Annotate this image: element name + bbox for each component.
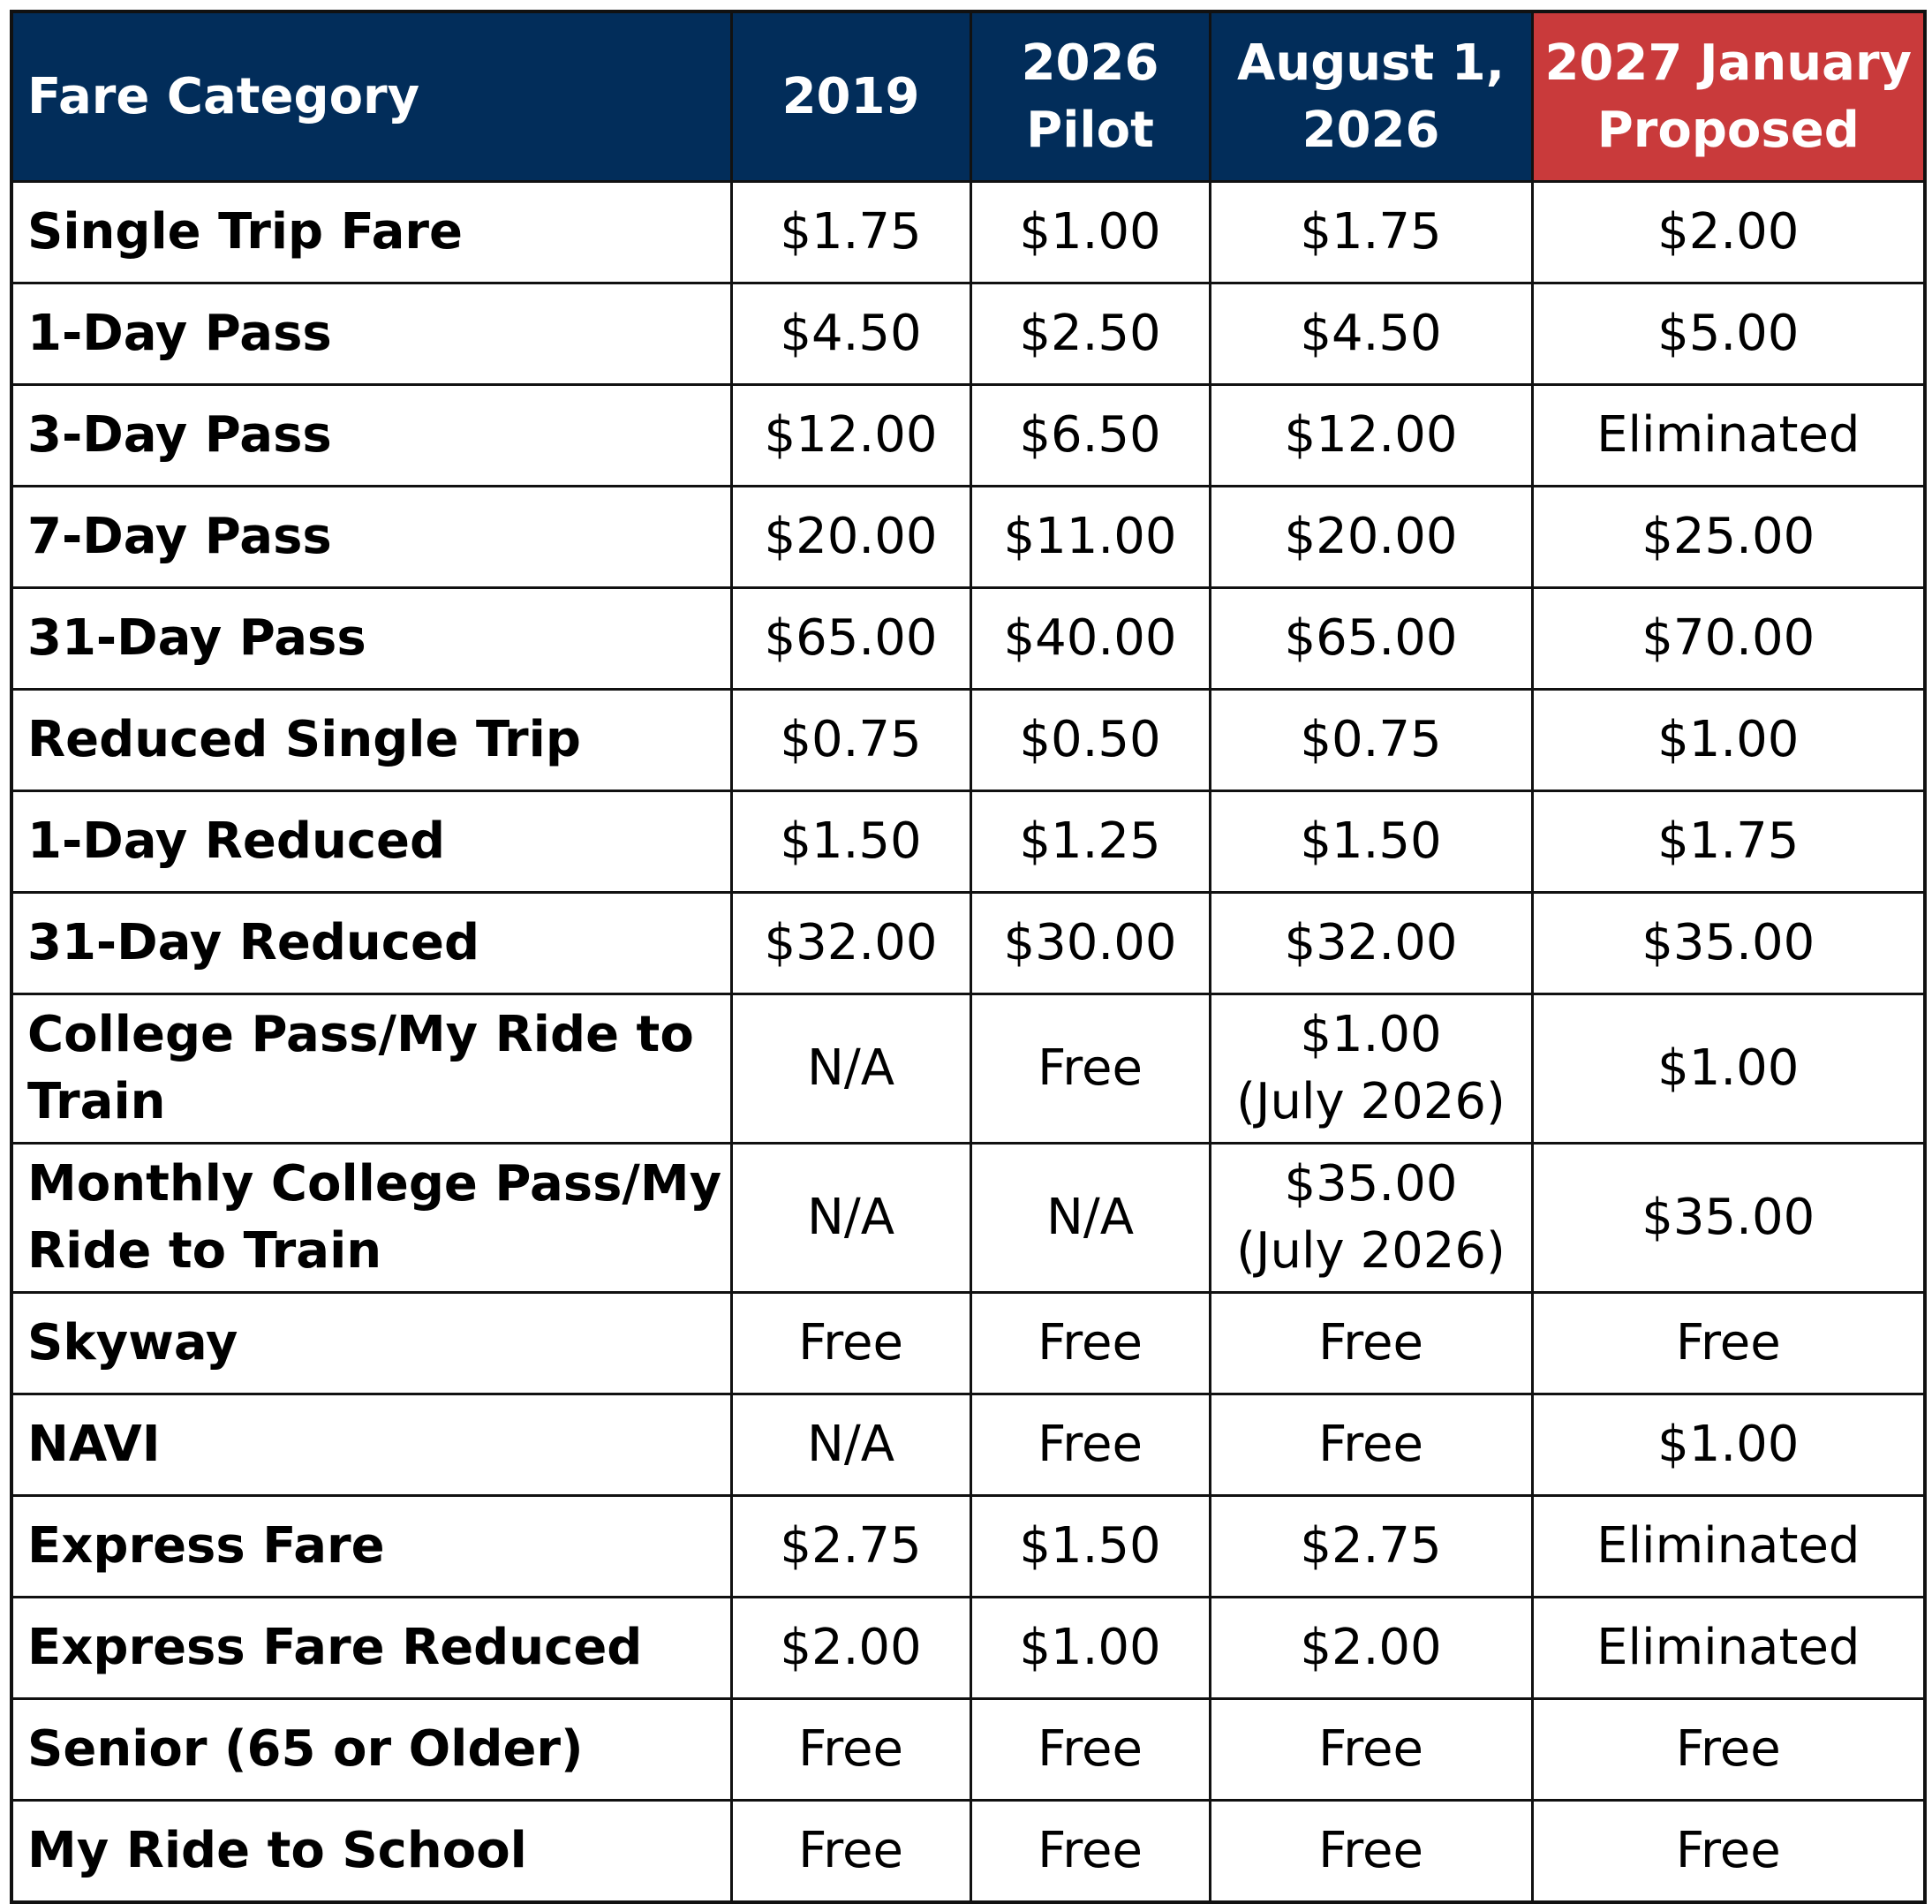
fare-value-cell — [1210, 690, 1532, 791]
fare-value: $35.00 — [1641, 914, 1815, 971]
fare-category-label: Single Trip Fare — [27, 203, 463, 261]
fare-category-cell — [11, 1801, 731, 1903]
fare-value-cell — [1532, 1394, 1925, 1496]
fare-category-label: Reduced Single Trip — [27, 711, 581, 768]
fare-table — [10, 10, 1927, 1904]
fare-value-cell — [1532, 893, 1925, 994]
fare-value-cell — [1532, 1293, 1925, 1394]
fare-value-cell — [970, 1496, 1210, 1598]
fare-category-label: My Ride to School — [27, 1822, 527, 1879]
fare-value: $1.50 — [780, 812, 922, 870]
fare-value: $1.50 — [1019, 1517, 1161, 1575]
column-header-2026-pilot — [970, 11, 1210, 182]
fare-value: Free — [1318, 1822, 1423, 1879]
fare-category-cell — [11, 1496, 731, 1598]
fare-value-cell — [1210, 182, 1532, 283]
fare-value: $12.00 — [1284, 406, 1458, 464]
fare-value-cell — [1210, 487, 1532, 588]
fare-value-cell — [731, 1293, 970, 1394]
fare-value-cell — [731, 487, 970, 588]
fare-value: $1.00 — [1657, 1416, 1800, 1473]
fare-value-cell — [1210, 1801, 1532, 1903]
fare-value-cell — [970, 182, 1210, 283]
fare-category-label: 1-Day Reduced — [27, 812, 446, 870]
fare-value-cell — [970, 1144, 1210, 1293]
fare-value-cell — [1532, 1699, 1925, 1801]
fare-value: $35.00 — [1284, 1155, 1458, 1213]
fare-category-cell — [11, 791, 731, 893]
fare-value: (July 2026) — [1236, 1073, 1506, 1130]
fare-value: $1.75 — [780, 203, 922, 261]
table-row — [11, 1496, 1925, 1598]
fare-value-cell — [731, 588, 970, 690]
column-header-august-2026 — [1210, 11, 1532, 182]
fare-value-cell — [970, 994, 1210, 1144]
header-line: 2019 — [781, 67, 920, 125]
table-row — [11, 385, 1925, 487]
header-line: August 1, — [1237, 34, 1505, 92]
fare-value-cell — [970, 791, 1210, 893]
fare-value: $70.00 — [1641, 609, 1815, 667]
fare-value: Free — [798, 1314, 903, 1371]
fare-value-cell — [1210, 893, 1532, 994]
fare-category-cell — [11, 1394, 731, 1496]
fare-value-cell — [970, 1293, 1210, 1394]
fare-category-label: Train — [27, 1073, 166, 1130]
fare-value-cell — [1210, 1699, 1532, 1801]
fare-value-cell — [1532, 791, 1925, 893]
fare-value-cell — [1210, 588, 1532, 690]
fare-value-cell — [1532, 182, 1925, 283]
fare-category-label: Senior (65 or Older) — [27, 1720, 584, 1778]
fare-value-cell — [1210, 283, 1532, 385]
fare-value-cell — [731, 1496, 970, 1598]
fare-value: $20.00 — [764, 508, 938, 565]
fare-value-cell — [731, 1144, 970, 1293]
fare-value: $1.50 — [1300, 812, 1442, 870]
fare-value-cell — [970, 487, 1210, 588]
fare-value: $1.25 — [1019, 812, 1161, 870]
table-row — [11, 1144, 1925, 1293]
fare-value: Free — [1038, 1416, 1143, 1473]
fare-category-cell — [11, 385, 731, 487]
fare-value: $2.75 — [1300, 1517, 1442, 1575]
fare-category-cell — [11, 893, 731, 994]
fare-category-label: Express Fare — [27, 1517, 385, 1575]
fare-value: $65.00 — [764, 609, 938, 667]
fare-category-cell — [11, 283, 731, 385]
fare-value-cell — [970, 690, 1210, 791]
fare-value: (July 2026) — [1236, 1222, 1506, 1280]
fare-value: $2.00 — [1300, 1619, 1442, 1676]
fare-value: Free — [1038, 1720, 1143, 1778]
fare-value-cell — [1210, 1293, 1532, 1394]
fare-category-cell — [11, 487, 731, 588]
fare-value: Free — [798, 1822, 903, 1879]
fare-value: Free — [1318, 1720, 1423, 1778]
fare-value: $1.00 — [1657, 711, 1800, 768]
fare-category-label: 31-Day Reduced — [27, 914, 480, 971]
fare-value: Free — [1675, 1822, 1781, 1879]
fare-value: $32.00 — [1284, 914, 1458, 971]
header-line: 2027 January — [1544, 34, 1913, 92]
fare-category-label: 31-Day Pass — [27, 609, 366, 667]
fare-value-cell — [731, 893, 970, 994]
fare-value: $4.50 — [780, 305, 922, 362]
fare-value: $12.00 — [764, 406, 938, 464]
fare-value-cell — [970, 283, 1210, 385]
header-line: Pilot — [1026, 101, 1154, 159]
table-row — [11, 182, 1925, 283]
fare-value: $5.00 — [1657, 305, 1800, 362]
table-row — [11, 690, 1925, 791]
fare-value-cell — [1532, 690, 1925, 791]
fare-value: Eliminated — [1596, 406, 1860, 464]
fare-value-cell — [1532, 994, 1925, 1144]
fare-value: $6.50 — [1019, 406, 1161, 464]
fare-value: Free — [1318, 1416, 1423, 1473]
fare-value: $2.00 — [1657, 203, 1800, 261]
fare-category-label: Monthly College Pass/My — [27, 1155, 722, 1213]
fare-category-label: Ride to Train — [27, 1222, 382, 1280]
fare-value: $1.00 — [1300, 1006, 1442, 1063]
fare-value: Free — [1038, 1314, 1143, 1371]
fare-value-cell — [731, 690, 970, 791]
fare-category-cell — [11, 690, 731, 791]
fare-category-cell — [11, 588, 731, 690]
fare-value-cell — [1210, 1496, 1532, 1598]
fare-category-cell — [11, 1598, 731, 1699]
fare-category-label: College Pass/My Ride to — [27, 1006, 694, 1063]
table-header — [11, 11, 1925, 182]
fare-category-cell — [11, 182, 731, 283]
fare-value: $1.75 — [1300, 203, 1442, 261]
table-row — [11, 1394, 1925, 1496]
fare-value: $65.00 — [1284, 609, 1458, 667]
fare-value-cell — [970, 1394, 1210, 1496]
fare-value: N/A — [806, 1039, 895, 1097]
fare-value: $35.00 — [1641, 1189, 1815, 1246]
fare-category-cell — [11, 1144, 731, 1293]
fare-value-cell — [731, 385, 970, 487]
fare-value-cell — [1210, 1598, 1532, 1699]
fare-value: Free — [1038, 1822, 1143, 1879]
fare-value-cell — [970, 1699, 1210, 1801]
fare-category-label: Skyway — [27, 1314, 238, 1371]
table-row — [11, 1801, 1925, 1903]
column-header-2027-proposed — [1532, 11, 1925, 182]
fare-category-label: 3-Day Pass — [27, 406, 332, 464]
fare-value: N/A — [1045, 1189, 1135, 1246]
fare-value-cell — [731, 182, 970, 283]
fare-value-cell — [1532, 1496, 1925, 1598]
fare-category-label: Express Fare Reduced — [27, 1619, 643, 1676]
fare-value-cell — [731, 1699, 970, 1801]
fare-value: Free — [1675, 1314, 1781, 1371]
fare-value: Eliminated — [1596, 1517, 1860, 1575]
fare-value: $1.00 — [1019, 1619, 1161, 1676]
fare-value-cell — [1210, 1144, 1532, 1293]
fare-value: $1.75 — [1657, 812, 1800, 870]
header-line: 2026 — [1021, 34, 1159, 92]
table-row — [11, 1598, 1925, 1699]
fare-value-cell — [1532, 487, 1925, 588]
fare-value-cell — [731, 283, 970, 385]
fare-value-cell — [731, 791, 970, 893]
fare-value-cell — [1532, 283, 1925, 385]
fare-value-cell — [1532, 1801, 1925, 1903]
fare-value-cell — [970, 385, 1210, 487]
fare-value: Free — [1038, 1039, 1143, 1097]
fare-value: $0.50 — [1019, 711, 1161, 768]
fare-value-cell — [1210, 385, 1532, 487]
fare-value-cell — [970, 1801, 1210, 1903]
fare-value-cell — [1532, 1144, 1925, 1293]
fare-value: $1.00 — [1657, 1039, 1800, 1097]
fare-value: Free — [798, 1720, 903, 1778]
fare-value: N/A — [806, 1189, 895, 1246]
table-body — [11, 182, 1925, 1903]
fare-value: $32.00 — [764, 914, 938, 971]
column-header-fare-category — [11, 11, 731, 182]
table-row — [11, 283, 1925, 385]
fare-value-cell — [1532, 385, 1925, 487]
header-line: Proposed — [1596, 101, 1860, 159]
fare-category-label: 1-Day Pass — [27, 305, 332, 362]
fare-value: $2.00 — [780, 1619, 922, 1676]
header-line: Fare Category — [27, 67, 420, 125]
fare-value-cell — [1210, 791, 1532, 893]
table-row — [11, 791, 1925, 893]
fare-value: $30.00 — [1003, 914, 1177, 971]
fare-value: $25.00 — [1641, 508, 1815, 565]
table-row — [11, 588, 1925, 690]
header-line: 2026 — [1302, 101, 1440, 159]
fare-value: $0.75 — [1300, 711, 1442, 768]
fare-category-cell — [11, 994, 731, 1144]
fare-value-cell — [970, 893, 1210, 994]
fare-value-cell — [1532, 1598, 1925, 1699]
fare-value: $1.00 — [1019, 203, 1161, 261]
fare-value-cell — [731, 994, 970, 1144]
column-header-2019 — [731, 11, 970, 182]
fare-value: $11.00 — [1003, 508, 1177, 565]
fare-category-cell — [11, 1293, 731, 1394]
fare-value: $40.00 — [1003, 609, 1177, 667]
fare-category-cell — [11, 1699, 731, 1801]
fare-value: Free — [1318, 1314, 1423, 1371]
table-row — [11, 487, 1925, 588]
fare-value: $4.50 — [1300, 305, 1442, 362]
fare-value: N/A — [806, 1416, 895, 1473]
table-row — [11, 1293, 1925, 1394]
fare-value-cell — [970, 1598, 1210, 1699]
fare-category-label: 7-Day Pass — [27, 508, 332, 565]
fare-value-cell — [970, 588, 1210, 690]
table-row — [11, 994, 1925, 1144]
table-row — [11, 893, 1925, 994]
fare-value-cell — [731, 1394, 970, 1496]
fare-category-label: NAVI — [27, 1416, 161, 1473]
fare-value-cell — [1210, 1394, 1532, 1496]
fare-value: $2.50 — [1019, 305, 1161, 362]
fare-value-cell — [731, 1598, 970, 1699]
fare-value-cell — [1532, 588, 1925, 690]
fare-value: Eliminated — [1596, 1619, 1860, 1676]
fare-value: Free — [1675, 1720, 1781, 1778]
fare-value: $0.75 — [780, 711, 922, 768]
fare-value: $2.75 — [780, 1517, 922, 1575]
fare-value-cell — [731, 1801, 970, 1903]
fare-value-cell — [1210, 994, 1532, 1144]
header-row — [11, 11, 1925, 182]
table-row — [11, 1699, 1925, 1801]
fare-value: $20.00 — [1284, 508, 1458, 565]
